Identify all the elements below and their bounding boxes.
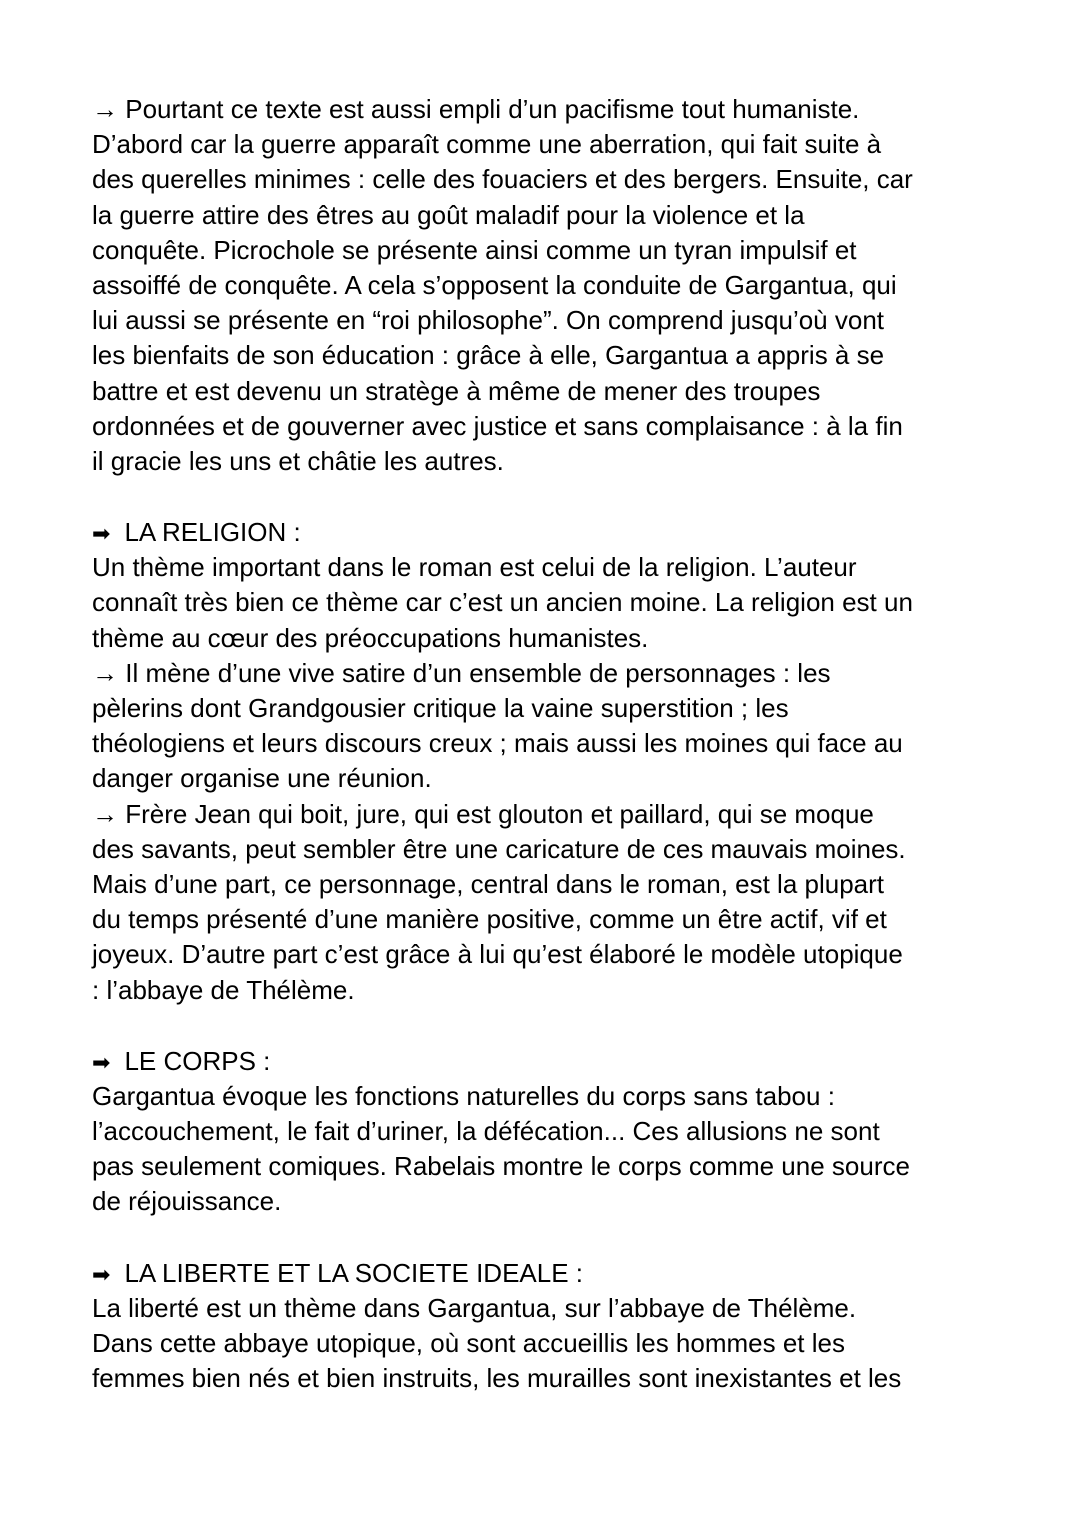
text-line: La liberté est un thème dans Gargantua, sur l’abbaye de Thélème. (92, 1292, 857, 1323)
text-line: D’abord car la guerre apparaît comme une aberration, qui fait suite à (92, 129, 882, 160)
document-page (92, 92, 1002, 1396)
text-line: → Frère Jean qui boit, jure, qui est glouton et paillard, qui se moque (92, 798, 874, 829)
paragraph-gap (92, 479, 1002, 515)
text-line: battre et est devenu un stratège à même de mener des troupes (92, 375, 821, 406)
section-liberte (92, 1256, 1002, 1397)
text-line: assoiffé de conquête. A cela s’opposent la conduite de Gargantua, qui (92, 269, 897, 300)
text-line: thème au cœur des préoccupations humanistes. (92, 622, 649, 653)
text-line: Un thème important dans le roman est celui de la religion. L’auteur (92, 552, 857, 583)
section-heading (92, 515, 1002, 550)
text-line: ordonnées et de gouverner avec justice et sans complaisance : à la fin (92, 410, 903, 441)
section-heading-text: LA RELIGION : (124, 517, 301, 548)
arrow-bullet-icon: ➡ (92, 1262, 111, 1288)
text-line: du temps présenté d’une manière positive, comme un être actif, vif et (92, 904, 887, 935)
section-religion (92, 515, 1002, 1008)
arrow-bullet-icon: ➡ (92, 1050, 111, 1076)
paragraph-gap (92, 1220, 1002, 1256)
text-line: joyeux. D’autre part c’est grâce à lui qu’est élaboré le modèle utopique (92, 939, 903, 970)
section-heading (92, 1044, 1002, 1079)
paragraph-gap (92, 1008, 1002, 1044)
text-line: femmes bien nés et bien instruits, les murailles sont inexistantes et les (92, 1363, 902, 1394)
section-corps (92, 1044, 1002, 1220)
text-line: conquête. Picrochole se présente ainsi comme un tyran impulsif et (92, 234, 857, 265)
section-heading-text: LE CORPS : (124, 1045, 271, 1076)
text-line: les bienfaits de son éducation : grâce à elle, Gargantua a appris à se (92, 340, 885, 371)
text-line: Dans cette abbaye utopique, où sont accueillis les hommes et les (92, 1328, 845, 1358)
arrow-bullet-icon: ➡ (92, 522, 111, 548)
text-line: → Il mène d’une vive satire d’un ensemble de personnages : les (92, 657, 831, 688)
section-heading (92, 1256, 1002, 1291)
text-line: pèlerins dont Grandgousier critique la vaine superstition ; les (92, 693, 789, 723)
text-line: → Pourtant ce texte est aussi empli d’un pacifisme tout humaniste. (92, 94, 860, 124)
text-line: lui aussi se présente en “roi philosophe”. On comprend jusqu’où vont (92, 305, 885, 336)
text-line: Gargantua évoque les fonctions naturelles du corps sans tabou : (92, 1080, 835, 1111)
text-line: danger organise une réunion. (92, 763, 432, 794)
text-line: de réjouissance. (92, 1186, 282, 1217)
text-line: : l’abbaye de Thélème. (92, 974, 355, 1005)
text-line: l’accouchement, le fait d’uriner, la défécation... Ces allusions ne sont (92, 1116, 880, 1147)
text-line: des querelles minimes : celle des fouaciers et des bergers. Ensuite, car (92, 164, 913, 195)
text-line: connaît très bien ce thème car c’est un ancien moine. La religion est un (92, 587, 913, 618)
section-heading-text: LA LIBERTE ET LA SOCIETE IDEALE : (124, 1257, 584, 1288)
text-line: des savants, peut sembler être une caricature de ces mauvais moines. (92, 833, 906, 864)
text-line: la guerre attire des êtres au goût maladif pour la violence et la (92, 199, 805, 230)
text-line: il gracie les uns et châtie les autres. (92, 445, 504, 476)
text-line: théologiens et leurs discours creux ; mais aussi les moines qui face au (92, 728, 903, 759)
text-line: pas seulement comiques. Rabelais montre le corps comme une source (92, 1151, 910, 1182)
paragraph-pacifisme (92, 92, 1002, 479)
text-line: Mais d’une part, ce personnage, central dans le roman, est la plupart (92, 868, 885, 899)
